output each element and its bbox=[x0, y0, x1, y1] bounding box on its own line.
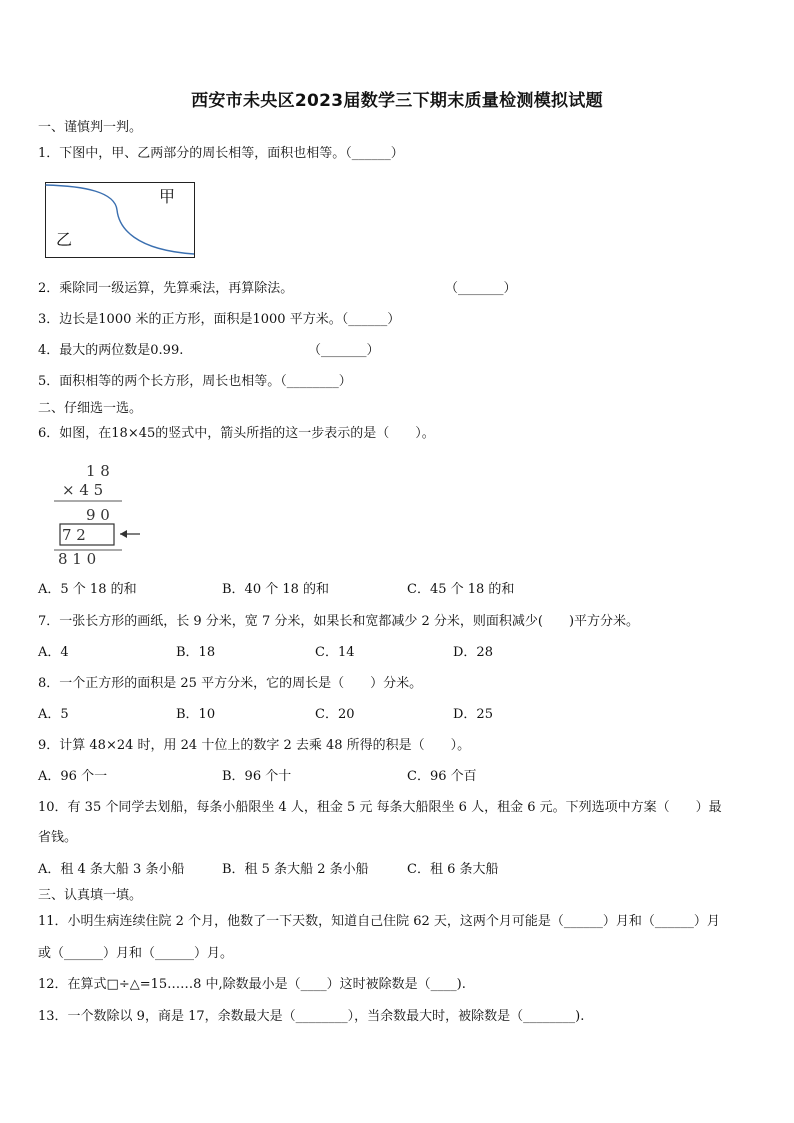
question-7: 7．一张长方形的画纸，长 9 分米，宽 7 分米，如果长和宽都减少 2 分米，则面积减少( )平方分米。 bbox=[38, 614, 640, 629]
question-1-figure bbox=[45, 182, 195, 258]
question-6: 6．如图，在18×45的竖式中，箭头所指的这一步表示的是（ ）。 bbox=[38, 426, 435, 441]
calc-row-4: 7 2 bbox=[62, 526, 86, 544]
q10-option-a: A．租 4 条大船 3 条小船 bbox=[38, 862, 185, 877]
q9-option-b: B．96 个十 bbox=[222, 769, 292, 784]
q7-option-d: D．28 bbox=[453, 645, 493, 660]
question-3: 3．边长是1000 米的正方形，面积是1000 平方米。（______） bbox=[38, 312, 401, 327]
question-12: 12．在算式□÷△=15……8 中,除数最小是（____）这时被除数是（____). bbox=[38, 977, 466, 992]
question-8: 8．一个正方形的面积是 25 平方分米，它的周长是（ ）分米。 bbox=[38, 676, 423, 691]
q8-option-a: A．5 bbox=[38, 707, 69, 722]
q9-option-c: C．96 个百 bbox=[407, 769, 477, 784]
q7-option-b: B．18 bbox=[176, 645, 216, 660]
calc-row-5: 8 1 0 bbox=[58, 550, 97, 568]
q10-option-b: B．租 5 条大船 2 条小船 bbox=[222, 862, 369, 877]
question-6-figure bbox=[48, 460, 148, 570]
section-heading-3: 三、认真填一填。 bbox=[38, 888, 143, 903]
q6-option-c: C．45 个 18 的和 bbox=[407, 582, 515, 597]
q6-option-b: B．40 个 18 的和 bbox=[222, 582, 330, 597]
question-11-line-1: 11．小明生病连续住院 2 个月，他数了一下天数，知道自己住院 62 天，这两个月可能是（______）月和（______）月 bbox=[38, 914, 720, 929]
page-title: 西安市未央区2023届数学三下期末质量检测模拟试题 bbox=[191, 91, 603, 111]
q8-option-b: B．10 bbox=[176, 707, 216, 722]
question-10-line-2: 省钱。 bbox=[38, 830, 78, 845]
calc-row-3: 9 0 bbox=[86, 506, 110, 524]
question-11-line-2: 或（______）月和（______）月。 bbox=[38, 946, 234, 961]
question-13: 13．一个数除以 9，商是 17，余数最大是（________），当余数最大时，被除数是（________). bbox=[38, 1009, 585, 1024]
q8-option-d: D．25 bbox=[453, 707, 493, 722]
q8-option-c: C．20 bbox=[315, 707, 355, 722]
arrow-left-icon bbox=[120, 530, 140, 538]
label-yi: 乙 bbox=[56, 230, 73, 249]
question-2: 2．乘除同一级运算，先算乘法，再算除法。 bbox=[38, 281, 294, 296]
question-2-blank: （_______） bbox=[445, 281, 517, 296]
question-4: 4．最大的两位数是0.99. bbox=[38, 343, 184, 358]
question-9: 9．计算 48×24 时，用 24 十位上的数字 2 去乘 48 所得的积是（ ）。 bbox=[38, 738, 471, 753]
section-heading-1: 一、谨慎判一判。 bbox=[38, 120, 143, 135]
calc-row-1: 1 8 bbox=[86, 462, 110, 480]
q7-option-c: C．14 bbox=[315, 645, 355, 660]
question-1: 1．下图中，甲、乙两部分的周长相等，面积也相等。（______） bbox=[38, 146, 404, 161]
q6-option-a: A．5 个 18 的和 bbox=[38, 582, 137, 597]
question-4-blank: （_______） bbox=[308, 343, 380, 358]
q7-option-a: A．4 bbox=[38, 645, 69, 660]
q9-option-a: A．96 个一 bbox=[38, 769, 108, 784]
question-5: 5．面积相等的两个长方形，周长也相等。（________） bbox=[38, 374, 352, 389]
q10-option-c: C．租 6 条大船 bbox=[407, 862, 499, 877]
calc-row-2: × 4 5 bbox=[62, 481, 104, 499]
vertical-multiplication-diagram bbox=[48, 460, 148, 570]
section-heading-2: 二、仔细选一选。 bbox=[38, 401, 143, 416]
label-jia: 甲 bbox=[159, 187, 176, 206]
question-10-line-1: 10．有 35 个同学去划船，每条小船限坐 4 人，租金 5 元 每条大船限坐 6 人，租金 6 元。下列选项中方案（ ）最 bbox=[38, 800, 722, 815]
